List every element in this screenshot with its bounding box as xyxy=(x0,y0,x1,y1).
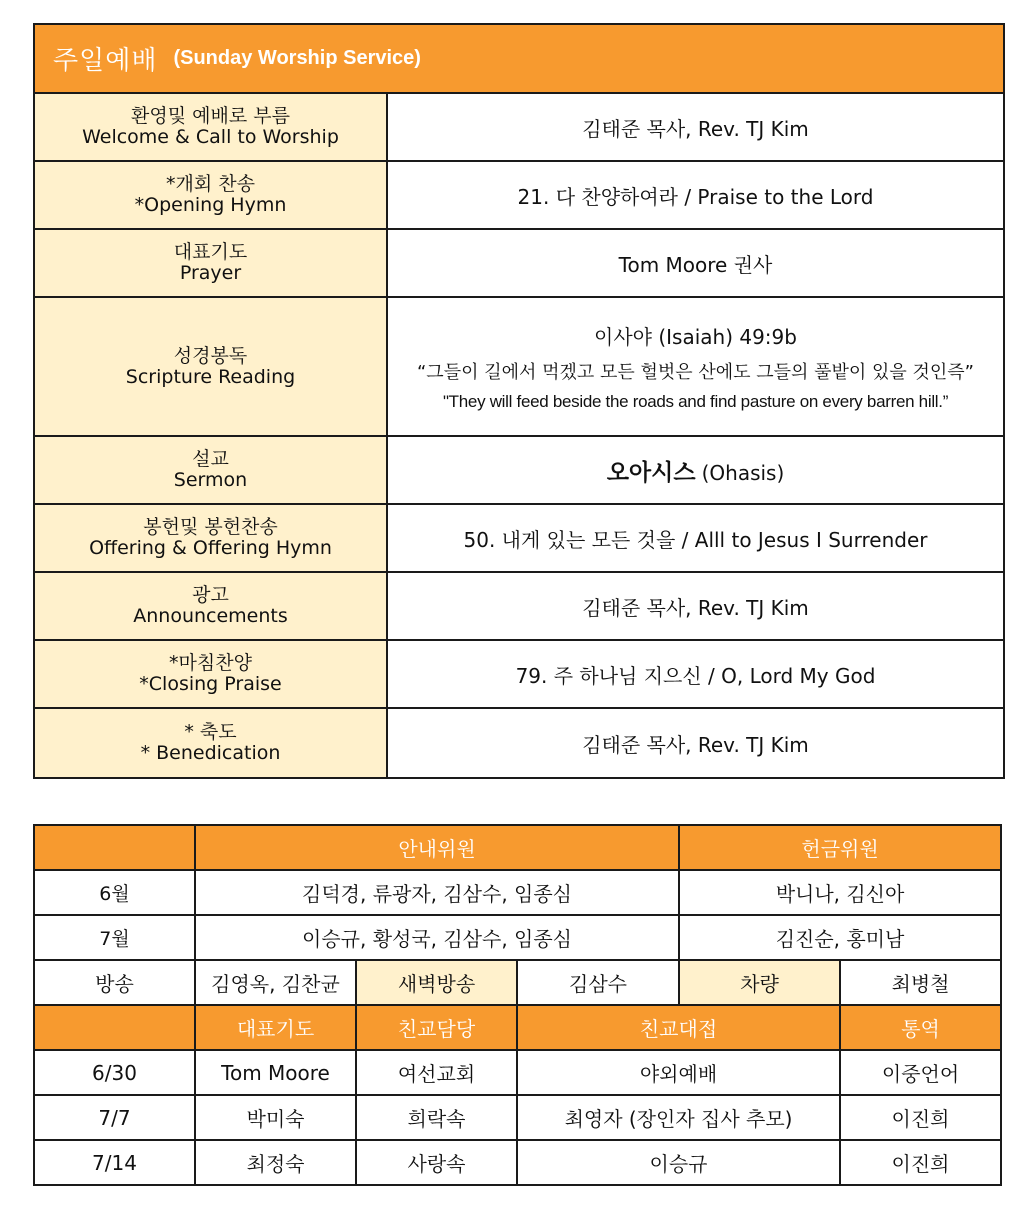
service-label xyxy=(35,505,388,571)
label-ko: *마침찬양 xyxy=(169,652,252,674)
worship-order-table xyxy=(33,23,1005,779)
vehicle-value: 최병철 xyxy=(840,960,1001,1005)
service-label xyxy=(35,162,388,228)
service-row-offering xyxy=(35,505,1003,573)
service-label xyxy=(35,709,388,777)
date-cell: 7/14 xyxy=(34,1140,195,1185)
label-en: *Closing Praise xyxy=(139,673,282,695)
broadcast-value: 김영옥, 김찬균 xyxy=(195,960,356,1005)
service-value: 50. 내게 있는 모든 것을 / Alll to Jesus I Surrender xyxy=(463,527,928,552)
scripture-verse-en: "They will feed beside the roads and find pasture on every barren hill.” xyxy=(442,392,949,411)
interpret-cell: 이중언어 xyxy=(840,1050,1001,1095)
duty-roster-table xyxy=(33,824,1002,1186)
label-ko: 환영및 예배로 부름 xyxy=(131,105,290,127)
worship-title-en: (Sunday Worship Service) xyxy=(173,47,421,69)
host-cell: 여선교회 xyxy=(356,1050,517,1095)
label-ko: 설교 xyxy=(192,448,229,470)
service-label xyxy=(35,298,388,435)
sermon-title: 오아시스 xyxy=(606,459,696,486)
header-ushers: 안내위원 xyxy=(195,825,679,870)
service-row-sermon xyxy=(35,437,1003,505)
sermon-title-en: (Ohasis) xyxy=(701,460,785,485)
scripture-cell xyxy=(388,298,1003,435)
scripture-verse-ko: “그들이 길에서 먹겠고 모든 헐벗은 산에도 그들의 풀밭이 있을 것인즉” xyxy=(416,362,974,383)
date-cell: 6/30 xyxy=(34,1050,195,1095)
sermon-cell xyxy=(388,437,1003,503)
dawn-broadcast-label: 새벽방송 xyxy=(356,960,517,1005)
label-ko: 광고 xyxy=(192,584,229,606)
service-row-prayer xyxy=(35,230,1003,298)
fellowship-cell: 최영자 (장인자 집사 추모) xyxy=(517,1095,840,1140)
label-en: *Opening Hymn xyxy=(134,194,287,216)
label-ko: 성경봉독 xyxy=(173,344,248,367)
fellowship-cell: 이승규 xyxy=(517,1140,840,1185)
service-row-welcome xyxy=(35,94,1003,162)
service-label xyxy=(35,437,388,503)
label-en: Scripture Reading xyxy=(125,365,296,388)
prayer-cell: 박미숙 xyxy=(195,1095,356,1140)
service-label xyxy=(35,641,388,707)
service-value: 김태준 목사, Rev. TJ Kim xyxy=(582,595,809,620)
label-en: Announcements xyxy=(133,605,288,627)
scripture-reference: 이사야 (Isaiah) 49:9b xyxy=(594,325,797,349)
service-row-announcements xyxy=(35,573,1003,641)
duty-header-row xyxy=(34,825,1001,870)
label-en: Offering & Offering Hymn xyxy=(89,537,332,559)
month-cell: 7월 xyxy=(34,915,195,960)
header-blank xyxy=(34,825,195,870)
service-label xyxy=(35,573,388,639)
date-cell: 7/7 xyxy=(34,1095,195,1140)
host-cell: 희락속 xyxy=(356,1095,517,1140)
service-value: 21. 다 찬양하여라 / Praise to the Lord xyxy=(517,184,874,209)
header-host: 친교담당 xyxy=(356,1005,517,1050)
interpret-cell: 이진희 xyxy=(840,1140,1001,1185)
label-en: * Benedication xyxy=(140,742,281,764)
label-en: Sermon xyxy=(173,469,248,491)
broadcast-label: 방송 xyxy=(34,960,195,1005)
month-row xyxy=(34,915,1001,960)
header-prayer: 대표기도 xyxy=(195,1005,356,1050)
service-value: 김태준 목사, Rev. TJ Kim xyxy=(582,732,809,757)
label-ko: *개회 찬송 xyxy=(166,173,255,195)
date-row xyxy=(34,1140,1001,1185)
header-fellowship: 친교대접 xyxy=(517,1005,840,1050)
date-row xyxy=(34,1095,1001,1140)
prayer-cell: Tom Moore xyxy=(195,1050,356,1095)
label-en: Prayer xyxy=(179,262,242,284)
label-en: Welcome & Call to Worship xyxy=(82,126,339,148)
offering-cell: 박니나, 김신아 xyxy=(679,870,1001,915)
header-blank xyxy=(34,1005,195,1050)
service-label xyxy=(35,230,388,296)
duty-header-row-2 xyxy=(34,1005,1001,1050)
offering-cell: 김진순, 홍미남 xyxy=(679,915,1001,960)
service-value: Tom Moore 권사 xyxy=(618,252,773,277)
broadcast-row xyxy=(34,960,1001,1005)
service-value: 79. 주 하나님 지으신 / O, Lord My God xyxy=(515,663,876,688)
month-row xyxy=(34,870,1001,915)
dawn-broadcast-value: 김삼수 xyxy=(517,960,679,1005)
interpret-cell: 이진희 xyxy=(840,1095,1001,1140)
worship-header xyxy=(35,25,1003,94)
month-cell: 6월 xyxy=(34,870,195,915)
fellowship-cell: 야외예배 xyxy=(517,1050,840,1095)
prayer-cell: 최정숙 xyxy=(195,1140,356,1185)
label-ko: 봉헌및 봉헌찬송 xyxy=(143,516,278,538)
header-offering: 헌금위원 xyxy=(679,825,1001,870)
worship-title-ko: 주일예배 xyxy=(53,46,158,76)
host-cell: 사랑속 xyxy=(356,1140,517,1185)
label-ko: 대표기도 xyxy=(173,241,248,263)
service-value: 김태준 목사, Rev. TJ Kim xyxy=(582,116,809,141)
vehicle-label: 차량 xyxy=(679,960,840,1005)
ushers-cell: 이승규, 황성국, 김삼수, 임종심 xyxy=(195,915,679,960)
header-interpret: 통역 xyxy=(840,1005,1001,1050)
service-row-benediction xyxy=(35,709,1003,777)
service-row-closing-praise xyxy=(35,641,1003,709)
service-label xyxy=(35,94,388,160)
date-row xyxy=(34,1050,1001,1095)
label-ko: * 축도 xyxy=(184,721,237,743)
ushers-cell: 김덕경, 류광자, 김삼수, 임종심 xyxy=(195,870,679,915)
service-row-scripture xyxy=(35,298,1003,437)
service-row-opening-hymn xyxy=(35,162,1003,230)
